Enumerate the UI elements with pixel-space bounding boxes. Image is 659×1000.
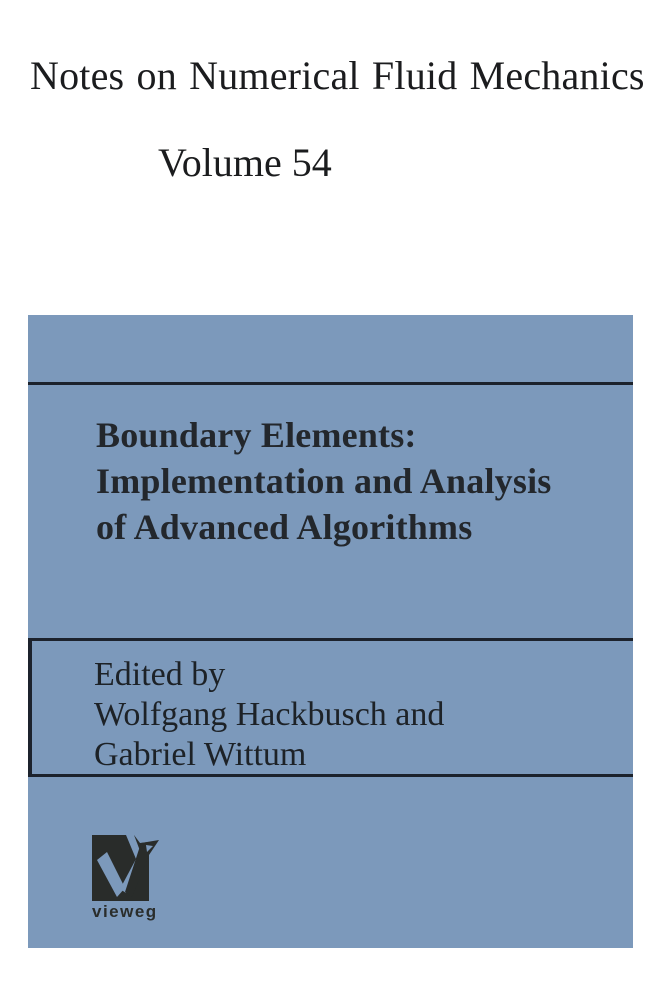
edited-by-label: Edited by xyxy=(94,656,226,693)
publisher-name: vieweg xyxy=(92,902,158,921)
editors-block xyxy=(94,655,444,775)
series-title: Notes on Numerical Fluid Mechanics xyxy=(30,53,645,98)
publisher-logo xyxy=(92,835,172,922)
editors-section xyxy=(28,638,633,777)
book-title-line-1: Boundary Elements: xyxy=(96,415,417,455)
book-title-line-2: Implementation and Analysis xyxy=(96,461,552,501)
vieweg-v-logo-icon xyxy=(92,835,162,901)
book-title xyxy=(96,412,552,550)
cover-blue-panel xyxy=(28,315,633,948)
series-volume: Volume 54 xyxy=(158,140,332,185)
editor-line-1: Wolfgang Hackbusch and xyxy=(94,696,445,733)
horizontal-rule-top xyxy=(28,382,633,385)
editor-line-2: Gabriel Wittum xyxy=(94,736,307,773)
book-title-line-3: of Advanced Algorithms xyxy=(96,507,473,547)
